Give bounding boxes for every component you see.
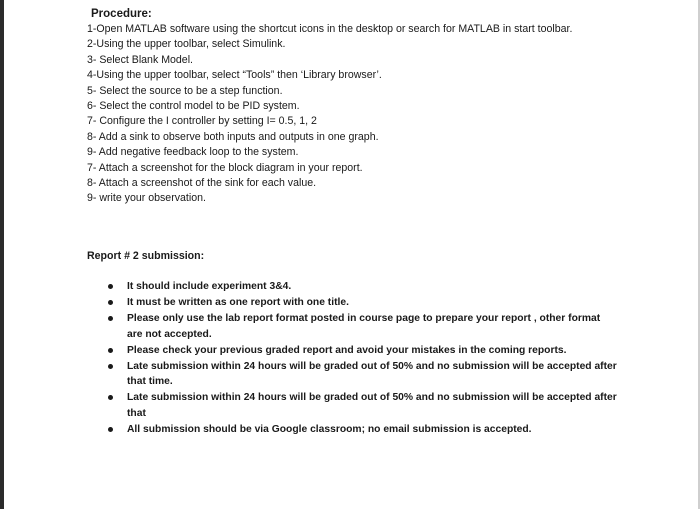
procedure-step: 8- Attach a screenshot of the sink for each value.: [87, 176, 317, 189]
bullet-icon: [108, 300, 113, 305]
report-heading: Report # 2 submission:: [87, 250, 205, 262]
report-item: [108, 390, 618, 421]
report-requirements: [108, 279, 618, 438]
report-item-text: It must be written as one report with one title.: [127, 297, 349, 308]
report-item: [108, 343, 618, 359]
report-item: [108, 311, 618, 342]
procedure-step: 9- Add negative feedback loop to the system.: [87, 146, 299, 159]
procedure-steps: [87, 22, 572, 207]
procedure-heading: Procedure:: [91, 8, 152, 20]
procedure-step: 3- Select Blank Model.: [87, 53, 193, 66]
report-item: [108, 295, 618, 311]
bullet-icon: [108, 284, 113, 289]
procedure-step: 9- write your observation.: [87, 192, 206, 205]
bullet-icon: [108, 348, 113, 353]
procedure-step: 4-Using the upper toolbar, select “Tools” then ‘Library browser’.: [87, 69, 382, 82]
report-item: [108, 422, 618, 438]
procedure-step: 2-Using the upper toolbar, select Simulink.: [87, 38, 286, 51]
procedure-step: 7- Configure the I controller by setting I= 0.5, 1, 2: [87, 115, 317, 128]
procedure-step: 7- Attach a screenshot for the block diagram in your report.: [87, 161, 363, 174]
procedure-step: 5- Select the source to be a step function.: [87, 84, 283, 97]
report-item: [108, 279, 618, 295]
report-item-text: Please check your previous graded report and avoid your mistakes in the coming reports.: [127, 344, 567, 356]
procedure-step: 1-Open MATLAB software using the shortcut icons in the desktop or search for MATLAB in start toolbar.: [87, 23, 573, 35]
report-item-text: It should include experiment 3&4.: [127, 281, 292, 292]
bullet-icon: [108, 395, 113, 400]
report-item-text: Late submission within 24 hours will be graded out of 50% and no submission will be accepted after that time.: [127, 360, 617, 387]
report-item-text: All submission should be via Google classroom; no email submission is accepted.: [127, 423, 532, 435]
report-item-text: Please only use the lab report format posted in course page to prepare your report , other format are not accepted.: [127, 313, 601, 340]
report-item-text: Late submission within 24 hours will be graded out of 50% and no submission will be accepted after that: [127, 392, 617, 419]
procedure-step: 8- Add a sink to observe both inputs and outputs in one graph.: [87, 130, 379, 143]
report-item: [108, 359, 618, 390]
bullet-icon: [108, 427, 113, 432]
bullet-icon: [108, 316, 113, 321]
procedure-step: 6- Select the control model to be PID system.: [87, 99, 300, 112]
bullet-icon: [108, 364, 113, 369]
